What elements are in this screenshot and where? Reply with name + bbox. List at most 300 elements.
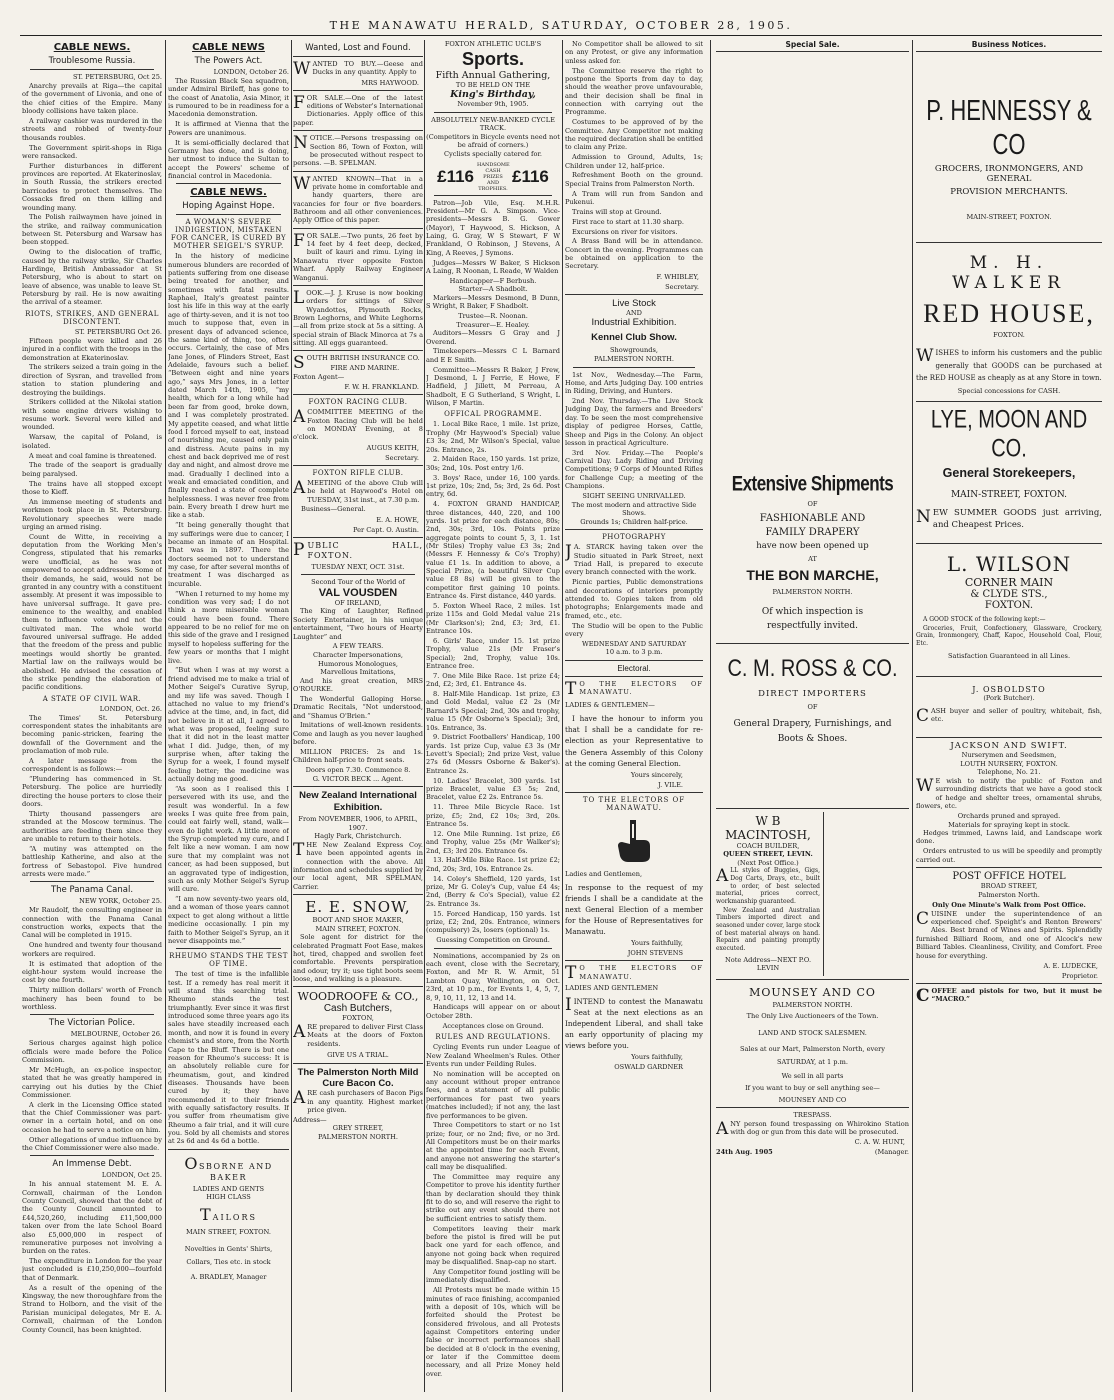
ad-line: MAIN-STREET, FOXTON. <box>966 213 1052 221</box>
acceptance-line: Acceptances close on Ground. <box>442 1021 544 1030</box>
ad-text: A GOOD STOCK of the following kept:— <box>923 615 1046 623</box>
column-business-notices <box>916 40 1102 1392</box>
drop-cap: A <box>293 477 306 498</box>
ad-text: Sole agent for district for the celebrated Pragmatt Foot Ease, makes hot, tired, chapped and swollen feet comfortable. Prevents perspiration and odour, try it; use tight boots seem loose, and walking is a pleasure. <box>293 933 423 983</box>
ad-text: ASH buyer and seller of poultry, whitebait, fish, etc. <box>931 706 1102 723</box>
ad-text: New Zealand and Australian Timbers imported direct and seasoned under cover, large stock of best material always on hand. Repairs and painting promptly executed. <box>716 906 820 952</box>
paragraph: A railway cashier was murdered in the streets and robbed of twenty-four thousands roubles. <box>22 116 162 142</box>
exhibition-title: Live Stock <box>612 297 656 309</box>
paragraph: The Government spirit-shops in Riga were ransacked. <box>22 143 162 160</box>
paragraph: “As soon as I realised this I persevered with its use, and the result was wonderful. In a few weeks I was quite free from pain, could eat fairly well, stand, walk—even do light work. A little more of the Syrup completed my cure, and I felt like a new woman. I am now sure that my complaint was not cancer, as had been supposed, but an aggravated type of indigestion, such as only Mother Seigel's Syrup will cure. <box>168 784 289 894</box>
performer-name: VAL VOUSDEN <box>318 586 398 599</box>
divider <box>293 394 423 395</box>
divider <box>573 367 695 368</box>
advert-manager: A. BRADLEY, Manager <box>190 1272 267 1281</box>
prize-amount: £116 <box>437 166 474 186</box>
nominations: Handicaps will appear on or about October 28th. <box>426 1003 560 1020</box>
divider <box>565 294 703 295</box>
programme-line: Guessing Competition on Ground. <box>436 936 550 945</box>
classified-ad <box>293 232 423 282</box>
ad-line: GROCERS, IRONMONGERS, AND GENERAL <box>934 164 1084 184</box>
column-cable-news-2 <box>168 40 289 1392</box>
drop-cap: W <box>293 173 311 194</box>
event-line: Marvellous Imitations, <box>320 668 396 677</box>
rule: Competitors leaving their mark before the pistol is fired will be put back one yard for each offence, and anyone not going back when required may be disqualified. Snap-cap no start. <box>426 1224 560 1267</box>
article-headline: Hoping Against Hope. <box>182 201 275 212</box>
divider <box>434 195 552 196</box>
ad-line: Special concessions for CASH. <box>957 386 1061 395</box>
rule: Cycling Events run under League of New Zealand Wheelmen's Rules. Other Events run under Feilding Rules. <box>426 1043 560 1068</box>
divider <box>716 808 909 809</box>
official-line: Starter—A Shadbolt. <box>458 285 528 294</box>
rule: Any Competitor found jostling will be immediately disqualified. <box>426 1267 560 1285</box>
sports-club: FOXTON ATHLETIC UCLB'S <box>444 40 542 48</box>
event-line: Second Tour of the World of <box>311 578 405 587</box>
advert-headline: RHEUMO STANDS THE TEST OF TIME. <box>169 952 288 969</box>
paragraph: A later message from the correspondent is as follows:— <box>22 756 162 774</box>
rule: All Protests must be made within 15 minutes of race finishing, accompanied with a deposit of 10s, which will be forfeited should the Protest be considered frivolous, and all Protests against Competitors entering under false or incorrect performances shall be decided at 8 o'clock in the evening, or later if the Committee deem necessary, and all Prize Money held over. <box>426 1286 560 1378</box>
paragraph: No Competitor shall be allowed to sit on any Protest, or give any information unless asked for. <box>565 40 703 65</box>
column-header: Business Notices. <box>916 40 1102 52</box>
paragraph: The trains have all stopped except those to Kieff. <box>22 479 162 496</box>
programme-event: 3. Boys' Race, under 16, 100 yards. 1st prize, 10s; 2nd, 5s; 3rd, 2s 6d. Post entry, 6d. <box>426 473 560 499</box>
ad-text: EW SUMMER GOODS just arriving, and Cheapest Prices. <box>932 508 1102 530</box>
ad-line: COACH BUILDER, <box>736 841 800 850</box>
divider <box>565 960 703 961</box>
drapery-title: Extensive Shipments <box>731 471 894 496</box>
divider <box>916 543 1102 544</box>
studio-days: WEDNESDAY AND SATURDAY <box>581 639 687 648</box>
notice-signature: Per Capt. O. Austin. <box>352 525 419 534</box>
column-rule <box>291 40 292 1392</box>
trespass-footer <box>716 1148 909 1157</box>
paragraph: Admission to Ground, Adults, 1s; Children under 12, half-price. <box>565 153 703 170</box>
trespass-heading: TRESPASS. <box>793 1111 832 1120</box>
paragraph: Mr Raudolf, the consulting engineer in connection with the Panama Canal construction works, expects that the Canal will be completed in 1915. <box>22 906 162 940</box>
ad-line: OF <box>807 703 818 712</box>
dateline: NEW YORK, October 25. <box>79 897 162 906</box>
paragraph: It is semi-officially declared that Germany has done, and is doing, her utmost to induce the Sultan to accept the Powers' scheme of financial control in Macedonia. <box>168 138 289 180</box>
drop-cap: T <box>565 963 578 984</box>
drop-cap: N <box>916 507 931 528</box>
macintosh-title: W B MACINTOSH, <box>725 813 811 842</box>
divider <box>434 112 552 113</box>
prize-banner <box>426 162 560 192</box>
exhibition-day: 2nd Nov. Thursday.—The Live Stock Judging Day, the farmers and Breeders' day. To be seen the most comprehensive display of pedigree Horses, Cattle, Sheep and Pigs in the Colony. An object lesson in practical Agriculture. <box>565 397 703 447</box>
ad-signature: F. W. H. FRANKLAND. <box>344 383 419 392</box>
ad-text: O THE ELECTORS OF MANAWATU. <box>579 679 703 697</box>
advert-firm-name: SBORNE AND BAKER <box>198 1161 273 1182</box>
sports-day: King's Birthday, <box>450 89 536 101</box>
paragraph: In the history of medicine numerous blunders are recorded of patients suffering from one disease being treated for another, and sometimes with fatal results. Raphael, Italy's greatest painter lost his life in this way at the early age of thirty-seven, and it is not too much to suppose that, even in present days of advanced science, the same kind of thing, too, often occurs. Certainly, the case of Mrs Jane Jones, of Flinders Street, East Adelaide, favours such a belief. “Between eight and nine years ago,” says Mrs Jones, in a letter dated March 14th, 1905, “my health, which for a long while had been far from good, broke down, and I was completely prostrated. My appetite ceased, and what little food I forced myself to eat, instead of nourishing me, caused only pain and distress. Acute pains in my chest and back deprived me of rest day and night, and almost drove me mad. Gradually I declined into a weak and emaciated condition, and finally reached a state of complete helplessness. I was never free from pain. Every breath I drew hurt me like a stab. <box>168 252 289 520</box>
ad-text <box>916 508 1102 530</box>
ad-line: PALMERSTON NORTH. <box>318 1132 398 1141</box>
ad-line: DIRECT IMPORTERS <box>758 689 867 700</box>
paragraph: The Polish railwaymen have joined in the strike, and railway communication between St. Petersburg and Warsaw has been stopped. <box>22 213 162 247</box>
article-headline: Troublesome Russia. <box>48 56 136 66</box>
paragraph: “Plundering has commenced in St. Petersburg. The police are hurriedly directing the house porters to close their doors. <box>22 775 162 809</box>
divider <box>176 183 281 184</box>
divider <box>293 986 423 987</box>
bon-marche-title: THE BON MARCHE, <box>746 567 879 584</box>
drop-cap: W <box>916 346 934 367</box>
ad-line: CORNER MAIN <box>964 575 1054 589</box>
programme-event: 8. Half-Mile Handicap. 1st prize, £3 and Gold Medal, value £2 2s (Mr Barnard's Special; 2nd, 30s and trophy, value 15 (Mr Osborne's Special); 3rd, 10s. Entrance, 3s. <box>426 690 560 732</box>
ad-line: MAIN-STREET, FOXTON. <box>950 490 1068 501</box>
exhibition-line: Showgrounds, <box>610 346 658 355</box>
paragraph: “I am now seventy-two years old, and a woman of those years cannot expect to get along without a little medicine occasionally. I pin my faith to Mother Seigel's Syrup, an it never disappoints me.” <box>168 895 289 945</box>
ad-line: Sales at our Mart, Palmerston North, every <box>740 1045 885 1054</box>
ad-text: INTEND to contest the Manawatu Seat at the next elections as an Independent Liberal, and shall take an early opportunity of placing my views before you. <box>565 996 703 1051</box>
ad-line: Palmerston North. <box>978 890 1040 899</box>
article-headline: The Panama Canal. <box>50 885 134 896</box>
paragraph: First race to start at 11.30 sharp. <box>572 217 684 226</box>
walker-title: M. H. WALKER <box>951 252 1067 293</box>
ad-line: LOUTH NURSERY, FOXTON. <box>960 759 1058 768</box>
ad-line: (Next Post Office.) <box>737 858 799 867</box>
drop-cap: A <box>293 1088 306 1109</box>
ad-text: ANTED KNOWN—That in a private home in comfortable and handy quarters, there are vacancies for four or five boarders. Bathroom and all other conveniences. Apply Office of this paper. <box>293 174 423 225</box>
electoral-heading: Electoral. <box>617 663 651 673</box>
advert-address: MAIN STREET, FOXTON. <box>186 1227 271 1236</box>
ad-line: FOXTON. <box>984 599 1034 611</box>
ad-line: If you want to buy or sell anything see— <box>745 1084 880 1093</box>
ad-line: PALMERSTON NORTH. <box>772 1000 853 1009</box>
programme-event: 4. FOXTON GRAND HANDICAP, three distances, 440, 220, and 100 yards. 1st prize for each distance, 80s; 2nd, 30s; 3rd, 10s. Points prize aggregate points to count 5, 3, 1. 1st (Mr Stiles) Trophy value £3 3s; 2nd (Messrs F. Hennessy & Co's Trophy) value £1 1s. In addition to above, a Special Prize, (a beautiful Silver Cup value £8 8s) will be given to the competitor first gaining 10 points. Entrance 4s. First distance, 440 yards. <box>426 500 560 601</box>
paragraph: The Committee reserve the right to postpone the Sports from day to day, should the weather prove unfavourable, and their decision shall be final in connection with carrying out the Programme. <box>565 66 703 117</box>
exhibition-day: 3rd Nov. Friday.—The People's Carnival Day. Lady Riding and Driving Competitions; 9 Corps of Mounted Rifles for Challenge Cup; a meeting of the Champions. <box>565 448 703 491</box>
event-text: MILLION PRICES: 2s and 1s. Children half-price to front seats. <box>293 748 423 765</box>
advert-line: LADIES AND GENTS <box>192 1184 265 1193</box>
divider <box>293 171 423 172</box>
paragraph: A Tram will run from Sandon and Pukenui. <box>565 189 703 206</box>
column-rule <box>424 40 425 1392</box>
officials: Markers—Messrs Desmond, B Dunn, S Wright, R Baker, F Shadbolt. <box>426 293 560 311</box>
dateline: ST. PETERSBURG, Oct 25. <box>72 73 162 81</box>
divider <box>565 529 703 530</box>
lye-moon-title: LYE, MOON AND CO. <box>930 406 1088 463</box>
programme-event: 10. Ladies' Bracelet, 300 yards. 1st prize Bracelet, value £3 5s; 2nd, Bracelet, value £2 2s. Entrance 5s. <box>426 776 560 802</box>
paragraph: Strikers collided at the Nikolai station with some engine drivers wishing to resume work. Several were killed and wounded. <box>22 398 162 432</box>
event-line: OF IRELAND, <box>334 598 382 607</box>
ad-line: Nurserymen and Seedsmen, <box>961 751 1057 760</box>
track-line: ABSOLUTELY NEW-BANKED CYCLE TRACK. <box>431 115 555 133</box>
event-text: The King of Laughter, Refined Society Entertainer, in his unique entertainment, “Two hours of Hearty Laughter” and <box>293 607 423 641</box>
column-notices <box>565 40 703 1392</box>
programme-event: 6. Girls' Race, under 15. 1st prize Trophy, value 21s (Mr Fraser's Special); 2nd, Trophy, value 10s. Entrance free. <box>426 636 560 670</box>
signature: JOHN STEVENS <box>627 949 683 958</box>
paragraph: It is affirmed at Vienna that the Powers are unanimous. <box>168 120 289 137</box>
official-line: Treasurer—E. Healey. <box>456 320 530 329</box>
ad-line: General Drapery, Furnishings, and Boots & Shoes. <box>733 719 892 745</box>
exhibition-line: The most modern and attractive Side Shows. <box>571 500 697 518</box>
drop-cap: A <box>716 1118 729 1139</box>
hennessy-title: P. HENNESSY & CO <box>926 94 1092 161</box>
programme-event: 11. Three Mile Bicycle Race. 1st prize, £5; 2nd, £2 10s; 3rd, 20s. Entrance 5s. <box>426 803 560 828</box>
drop-cap: W <box>916 776 934 797</box>
sports-line: TO BE HELD ON THE <box>455 80 531 89</box>
event-line: A FEW TEARS. <box>332 642 384 651</box>
officials: Auditors—Messrs G Gray and J Overend. <box>426 329 560 346</box>
signature: Proprietor. <box>1061 971 1098 980</box>
ad-line: FOXTON. <box>993 330 1025 339</box>
classified-ad <box>293 60 423 77</box>
paragraph: Costumes to be approved of by the Committee. Any Competitor not making the required declaration shall be entitled to claim any Prize. <box>565 118 703 152</box>
ad-text: UISINE under the superintendence of an experienced chef. Speight's and Renton Brewers' Ales. Best brand of Wines and Spirits. Splendidly furnished Billiard Room, and one of Alcock's new Billiard Tables. Cleanliness, Civility, and Comfort. Free house for everything. <box>916 909 1102 960</box>
photography-text: Picnic parties, Public demonstrations and decorations of interiors promptly attended to. Copies taken from old photographs; Enlargements made and framed, etc., etc. <box>565 578 703 620</box>
ad-line: Telephone, No. 21. <box>977 768 1041 777</box>
paragraph: It is estimated that adoption of the eight-hour system would increase the cost by one fourth. <box>22 959 162 985</box>
advert-tailors <box>168 1154 289 1182</box>
paragraph: The trade of the seaport is gradually being paralysed. <box>22 461 162 478</box>
ad-text: OTICE.—Persons trespassing on Section 86, Town of Foxton, will be prosecuted without respect to persons. —B. SPELMAN. <box>293 134 423 168</box>
drop-cap: T <box>565 678 578 699</box>
red-house-title: RED HOUSE, <box>923 298 1095 328</box>
divider <box>293 56 423 57</box>
drop-cap: F <box>293 92 305 113</box>
divider <box>716 1107 909 1108</box>
notice <box>293 408 423 441</box>
two-box-row <box>716 812 909 976</box>
divider <box>916 401 1102 402</box>
ad-text <box>916 777 1102 810</box>
programme-event: 2. Maiden Race, 150 yards. 1st prize, 30s; 2nd, 10s. Post entry 1/6. <box>426 455 560 472</box>
section-heading: CABLE NEWS. <box>190 187 267 199</box>
dateline: LONDON, October 26. <box>213 68 289 76</box>
divider <box>30 881 154 882</box>
ad-text: HE New Zealand Express Coy. have been appointed agents in connection with the above. All information and schedules supplied by our local agent, MR SPELMAN, Carrier. <box>293 840 423 891</box>
divider <box>293 894 423 895</box>
ad-line: Materials for spraying kept in stock. <box>948 820 1070 829</box>
column-rule <box>562 40 563 1392</box>
divider <box>916 242 1102 243</box>
ad-line: BOOT AND SHOE MAKER, <box>312 916 404 925</box>
ad-line: (Pork Butcher). <box>983 694 1035 703</box>
drop-cap: A <box>293 1021 306 1042</box>
ad-line: The Only Live Auctioneers of the Town. <box>746 1012 879 1021</box>
divider <box>565 676 703 677</box>
ad-text: OUTH BRITISH INSURANCE CO. <box>306 354 420 363</box>
advert-headline: A WOMAN'S SEVERE INDIGESTION, MISTAKEN FOR CANCER, IS CURED BY MOTHER SEIGEL'S SYRUP. <box>170 218 287 251</box>
programme-event: 7. One Mile Bike Race. 1st prize £4; 2nd, £2; 3rd, £1. Entrance 4s. <box>426 671 560 689</box>
paragraph: Owing to the dislocation of traffic, caused by the railway strike, Sir Charles Hardinge, British Ambassador at St Petersburg, who is about to start on leave of absence, was unable to leave St. Petersburg by rail. He is now awaiting the arrival of a steamer. <box>22 248 162 307</box>
paragraph: Other allegations of undue influence by the Chief Commissioner were also made. <box>22 1135 162 1153</box>
event-agent: G. VICTOR BECK ... Agent. <box>312 774 404 783</box>
advert-line: Novelties in Gents' Shirts, <box>184 1244 273 1253</box>
ad-text: NY person found trespassing on Whirokino Station with dog or gun from this date will be prosecuted. <box>730 1119 909 1137</box>
ad-line: Only One Minute's Walk from Post Office. <box>932 901 1086 910</box>
ad-text: Hedges trimmed, Lawns laid, and Landscape work done. <box>916 829 1102 846</box>
ad-text <box>293 1023 423 1048</box>
drop-cap: T <box>200 1204 213 1224</box>
signature: OSWALD GARDNER <box>614 1063 683 1072</box>
notice-heading: FOXTON RIFLE CLUB. <box>312 468 404 477</box>
masthead-title: THE MANAWATU HERALD, SATURDAY, OCTOBER 28, 1905. <box>329 19 793 32</box>
paragraph: Trains will stop at Ground. <box>572 207 662 216</box>
divider <box>916 983 1102 984</box>
column-cable-news <box>22 40 162 1392</box>
drop-cap: A <box>716 866 729 887</box>
ad-line: FIRE AND MARINE. <box>330 364 400 373</box>
snow-title: E. E. SNOW, <box>305 898 411 917</box>
signature: J. VILE. <box>658 780 683 789</box>
ad-line: PROVISION MERCHANTS. <box>950 187 1068 197</box>
signature: A. E. LUDECKE, <box>1043 961 1098 970</box>
section-heading: CABLE NEWS <box>192 42 265 53</box>
ad-line: Orchards pruned and sprayed. <box>957 811 1061 820</box>
divider <box>565 660 703 661</box>
electoral-address <box>565 680 703 697</box>
woodroofe-title: WOODROOFE & CO., <box>297 990 419 1004</box>
divider <box>434 948 552 949</box>
drop-cap: T <box>293 839 305 860</box>
drop-cap: S <box>293 353 305 374</box>
subheading: A STATE OF CIVIL WAR. <box>42 694 142 703</box>
hall-title: UBLIC HALL, FOXTON. <box>307 540 423 561</box>
drop-cap: W <box>293 59 311 79</box>
divider <box>293 285 423 286</box>
paragraph: Mr McHugh, an ex-police inspector, stated that he was greatly hampered in carrying out his duties by the Chief Commissioner. <box>22 1065 162 1099</box>
ad-text: OFFEE and pistols for two, but it must be “MACRO.” <box>931 986 1102 1004</box>
column-rule <box>165 40 166 1392</box>
notice-line: Business—General. <box>301 505 366 514</box>
ad-text <box>916 347 1102 385</box>
ad-text: ANTED TO BUY.—Geese and Ducks in any quantity. Apply to <box>312 60 423 77</box>
exhibition-title: Industrial Exhibition. <box>591 317 677 329</box>
divider <box>30 1014 154 1015</box>
advert-tailors-title <box>168 1205 289 1224</box>
column-special-sale <box>716 40 909 1392</box>
column-header: Special Sale. <box>716 40 909 52</box>
exhibition-line: SIGHT SEEING UNRIVALLED. <box>582 492 686 501</box>
ad-line: OF <box>807 500 818 508</box>
signature: F. WHIBLEY, <box>656 272 699 281</box>
trespass-text <box>716 1120 909 1137</box>
paragraph: A Brass Band will be in attendance. Concert in the evening. Programmes can be obtained on application to the Secretary. <box>565 237 703 271</box>
electoral-letter <box>565 996 703 1052</box>
ad-line: Satisfaction Guaranteed in all Lines. <box>947 651 1071 660</box>
ad-line: LAND AND STOCK SALESMEN. <box>758 1028 867 1037</box>
notice-signature: AUGUS KEITH, <box>366 443 419 452</box>
event-text: And his great creation, MRS O'ROURKE. <box>293 676 423 694</box>
trespass-date: 24th Aug. 1905 <box>716 1148 773 1157</box>
ross-title: C. M. ROSS & CO. <box>727 656 898 683</box>
ad-text: ISHES to inform his customers and the public generally that GOODS can be purchased at the RED HOUSE as cheaply as at any Store in town. <box>916 349 1102 383</box>
photography-text: The Studio will be open to the Public every <box>565 621 703 638</box>
paragraph: The strikers seized a train going in the direction of Sysran, and travelled from station to station plundering and destroying the buildings. <box>22 363 162 397</box>
divider <box>293 350 423 351</box>
divider <box>30 1155 154 1156</box>
drop-cap: J <box>565 542 572 563</box>
paragraph: An immense meeting of students and workmen took place in St. Petersburg. Revolutionary speeches were made urging an armed rising. <box>22 497 162 531</box>
rules-heading: RULES AND REGULATIONS. <box>435 1033 551 1042</box>
notice-signature: Secretary. <box>385 453 419 462</box>
notice-text: MEETING of the above Club will be held at Haywood's Hotel on TUESDAY, 31st inst., at 7.30 p.m. <box>307 478 423 504</box>
classified-ad <box>293 289 423 348</box>
paragraph: A clerk in the Licensing Office stated that the Chief Commissioner was part-owner in a certain hotel, and on one occasion he had to serve a notice on him. <box>22 1100 162 1134</box>
blank-space <box>716 54 909 474</box>
notice-text: COMMITTEE MEETING of the Foxton Racing Club will be held on MONDAY Evening, at 8 o'clock. <box>293 408 423 442</box>
divider <box>293 786 423 787</box>
sports-title: Sports. <box>461 48 524 69</box>
ad-line: GIVE US A TRIAL. <box>327 1050 389 1059</box>
sports-subtitle: Fifth Annual Gathering, <box>435 69 551 81</box>
paragraph: Refreshment Booth on the ground. Special Trains from Palmerston North. <box>565 171 703 188</box>
signature: Yours faithfully, <box>631 939 683 948</box>
prize-text: HANDSOME CASH PRIZES AND TROPHIES. <box>477 161 510 192</box>
ad-text: O THE ELECTORS OF MANAWATU. <box>579 964 703 981</box>
prize-amount: £116 <box>512 166 549 186</box>
divider <box>716 643 909 644</box>
divider <box>176 948 281 949</box>
ad-line: SATURDAY, at 1 p.m. <box>777 1057 848 1066</box>
article-headline: An Immense Debt. <box>52 1159 132 1170</box>
officials: Patron—Job Vile, Esq. M.H.R. President—Mr G. A. Simpson. Vice-presidents—Messrs B. G. Gower (Mayor), T Haywood, S. Hickson, A Laing, G. Gray, W S Stewart, F W Frankland, O Robinson, J Stevens, A King, A Reeves, J Symons. <box>426 198 560 257</box>
signature: C. A. W. HUNT, <box>854 1138 905 1147</box>
event-text: The Wonderful Galloping Horse. Dramatic Recitals, “Not understood, and “Shamus O'Brien.” <box>293 694 423 720</box>
signature: Yours sincerely, <box>630 770 683 779</box>
ad-text <box>916 987 1102 1004</box>
column-rule <box>710 40 711 1392</box>
notice <box>293 479 423 504</box>
paragraph: “But when I was at my worst a friend advised me to make a trial of Mother Seigel's Curative Syrup, and my life was saved. Though I attached no value to my friend's advice at the time, and, in fact, did not believe in it at all, I agreed to what was proposed, feeling sure that it did not in the least matter what I did. Judge, then, of my surprise when, after taking the Syrup for a week, I found myself feeling better; the medicine was actually doing me good. <box>168 666 289 784</box>
rule: Three Competitors to start or no 1st prize; four, or no 2nd; five, or no 3rd. All Competitors must be on their marks at the appointed time for each Event, and anyone not answering the starter's call may be disqualified. <box>426 1121 560 1172</box>
paragraph: Fifteen people were killed and 26 injured in a conflict with the troops in the demonstration at Ekaterinoslav. <box>22 336 162 362</box>
ad-line: FOXTON, <box>342 1014 374 1023</box>
exhibition-day: 1st Nov., Wednesday.—The Farm, Home, and Arts Judging Day. 100 entries in Riding, Driving, and Hunters. <box>565 370 703 396</box>
dateline: LONDON, Oct 25. <box>101 1171 162 1180</box>
classified-ad <box>293 134 423 167</box>
exhibition-line: AND <box>626 308 642 317</box>
drop-cap: F <box>293 230 305 251</box>
bacon-title: The Palmerston North Mild Cure Bacon Co. <box>297 1066 419 1089</box>
ad-text: Groceries, Fruit, Confectionery, Glassware, Crockery, Grain, Ironmongery, Chaff, Kapoc, Household Coal, Flour, Etc. <box>916 624 1102 647</box>
paragraph: The expenditure in London for the year just concluded is £10,250,000—fourfold that of Denmark. <box>22 1257 162 1282</box>
exhibition-line: PALMERSTON NORTH. <box>594 354 674 363</box>
ad-text: OR SALE.—One of the latest editions of Webster's International Dictionaries. Apply office of this paper. <box>293 93 423 127</box>
paragraph: One hundred and twenty four thousand workers are required. <box>22 941 162 958</box>
ad-line: Address— <box>293 1115 327 1124</box>
track-line: (Competitors in Bicycle events need not be afraid of corners.) <box>426 132 560 150</box>
ad-text: RE prepared to deliver First Class Meats at the doors of Foxton residents. <box>307 1022 423 1048</box>
official-line: Trustee—R. Noonan. <box>458 312 528 321</box>
ad-line: Foxton Agent— <box>293 372 345 381</box>
wilson-title: L. WILSON <box>946 551 1072 576</box>
paragraph: Excursions on river for visitors. <box>572 227 678 236</box>
exhibition-location: Hagly Park, Christchurch. <box>314 832 402 841</box>
hall-heading <box>293 541 423 561</box>
section-heading: Wanted, Lost and Found. <box>305 43 411 53</box>
drop-cap: C <box>916 985 930 1006</box>
ad-line: have now been opened up <box>756 540 869 551</box>
paragraph: “A mutiny was attempted on the battleship Katherine, and also at the fortress of Sebastopol. Five hundred arrests were made.” <box>22 844 162 879</box>
salutation: LADIES & GENTLEMEN— <box>565 700 655 709</box>
ad-line: AT <box>808 554 817 563</box>
salutation: LADIES AND GENTLEMEN <box>565 984 659 993</box>
paragraph: The Times' St. Petersburg correspondent states the inhabitants are becoming panic-stricken, fearing the downfall of the Government and the proclamation of mob rule. <box>22 713 162 756</box>
ad-text: LL styles of Buggies, Gigs, Dog Carts, Drays, etc., built to order, of best selected material, prices correct, workmanship guaranteed. <box>716 867 820 905</box>
ad-text <box>293 1089 423 1114</box>
electoral-letter: I have the honour to inform you that I shall be a candidate for re-election as your Representative to the Genera Assembly of this Colony at the coming General Election. <box>565 714 703 768</box>
ad-line: FAMILY DRAPERY <box>765 526 860 538</box>
classified-ad <box>293 175 423 225</box>
section-heading: CABLE NEWS. <box>53 42 131 53</box>
ad-line: GREY STREET, <box>332 1124 384 1133</box>
classified-ad <box>293 94 423 127</box>
paragraph: Warsaw, the capital of Poland, is isolated. <box>22 433 162 450</box>
article-headline: The Powers Act. <box>194 56 263 66</box>
divider <box>30 69 154 70</box>
